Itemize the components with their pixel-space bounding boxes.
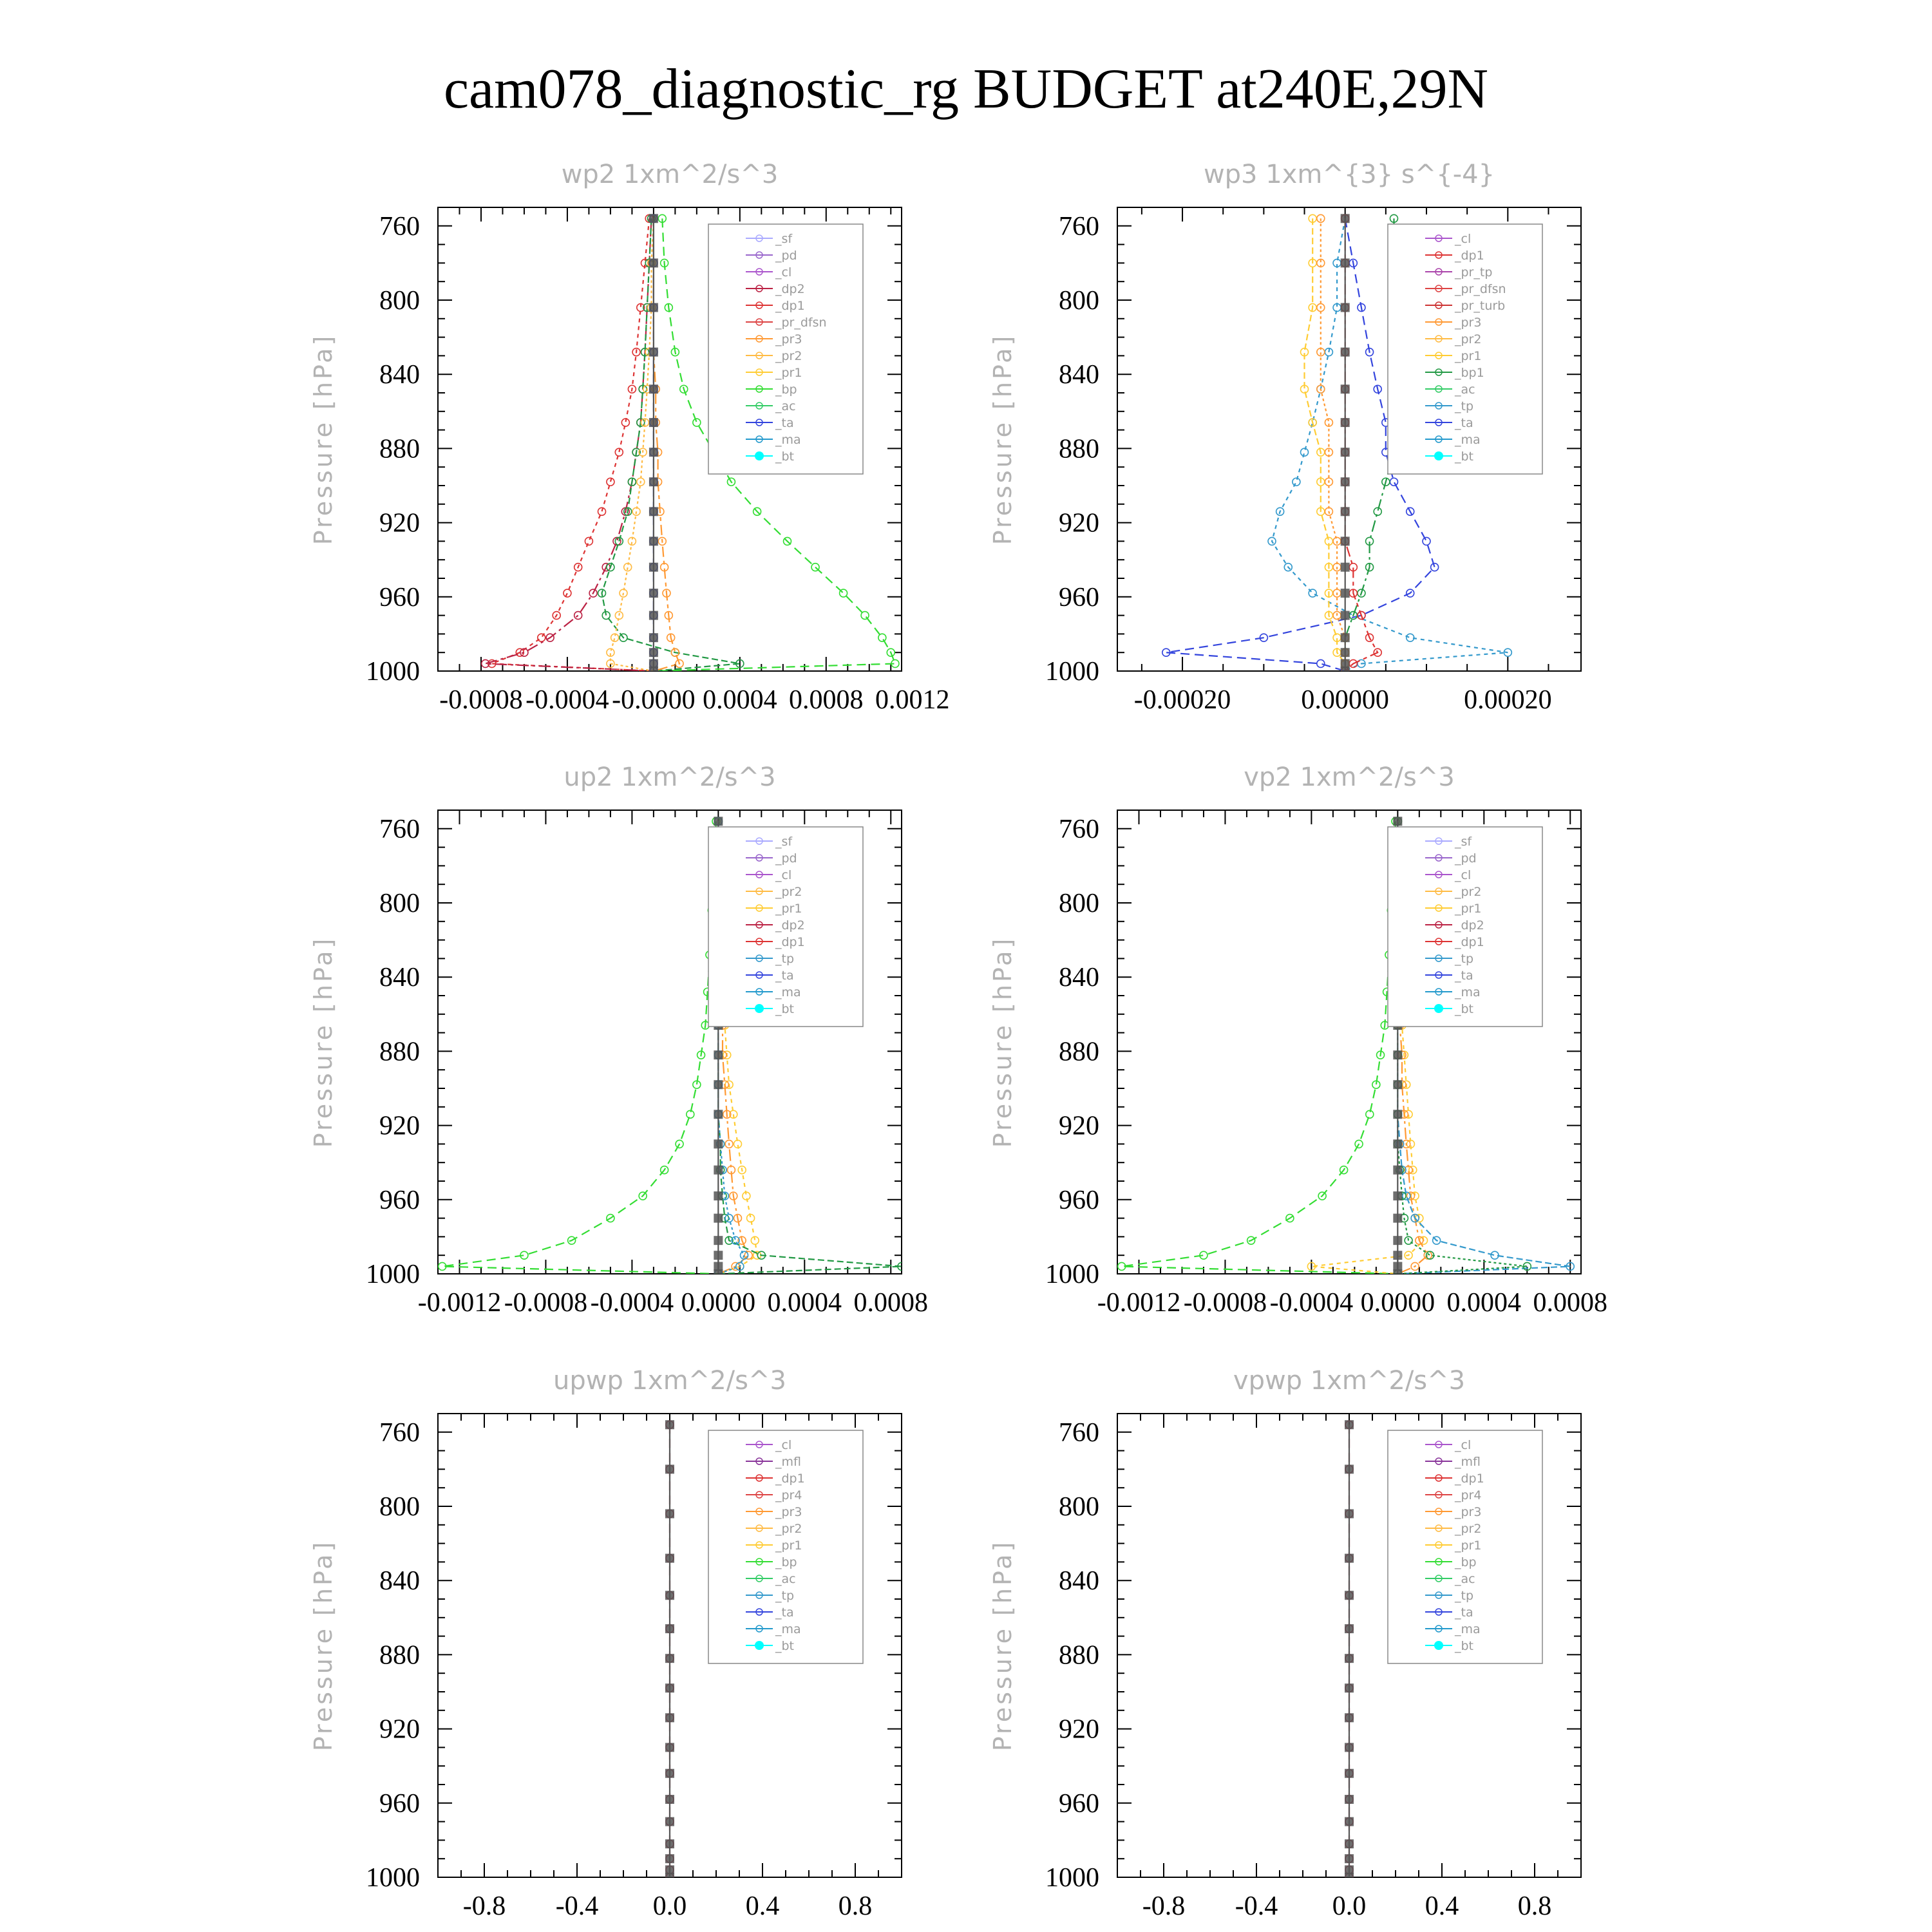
data-point: [649, 633, 658, 642]
legend-label: _pr3: [1455, 1505, 1482, 1519]
x-tick-label: -0.0000: [612, 685, 696, 715]
data-point: [665, 1743, 674, 1752]
panel-title: up2 1xm^2/s^3: [564, 762, 776, 792]
y-tick-label: 920: [379, 1111, 420, 1141]
data-point: [665, 1795, 674, 1804]
panel-title: vp2 1xm^2/s^3: [1244, 762, 1455, 792]
legend-label: _pr4: [1455, 1488, 1482, 1502]
data-point: [1345, 1510, 1354, 1519]
series-line-pr2: [611, 218, 654, 671]
legend-label: _ac: [1455, 383, 1475, 397]
x-tick-label: 0.8: [838, 1891, 873, 1921]
legend-label: _pr2: [1455, 332, 1482, 346]
panel-title: vpwp 1xm^2/s^3: [1233, 1366, 1466, 1396]
x-tick-label: 0.8: [1517, 1891, 1552, 1921]
y-tick-label: 960: [1059, 1788, 1099, 1819]
series-line-dp1: [1122, 821, 1398, 1274]
legend-label: _pd: [775, 249, 797, 263]
data-point: [665, 1624, 674, 1633]
legend-label: _dp2: [1455, 918, 1484, 933]
data-point: [1345, 1817, 1354, 1826]
y-tick-label: 960: [379, 582, 420, 612]
series-line-pr3: [654, 218, 679, 671]
panel-1: [309, 160, 949, 715]
y-tick-label: 960: [1059, 582, 1099, 612]
data-point: [714, 1166, 723, 1175]
data-point: [1393, 1214, 1402, 1223]
data-point: [649, 667, 658, 676]
legend-label: _sf: [775, 232, 793, 246]
legend-label: _ac: [775, 1572, 796, 1586]
y-tick-label: 760: [379, 814, 420, 844]
data-point: [665, 1769, 674, 1778]
legend-label: _bt: [1455, 450, 1474, 464]
x-tick-label: -0.4: [1235, 1891, 1278, 1921]
y-axis-label: Pressure [hPa]: [989, 936, 1017, 1148]
x-tick-label: 0.00020: [1464, 685, 1552, 715]
data-point: [1393, 1269, 1402, 1278]
legend-label: _ma: [1455, 985, 1481, 999]
y-tick-label: 880: [1059, 1640, 1099, 1671]
data-point: [1345, 1854, 1354, 1863]
data-point: [840, 589, 848, 597]
data-point: [1341, 589, 1350, 598]
x-tick-label: -0.0008: [439, 685, 523, 715]
y-tick-label: 760: [1059, 211, 1099, 242]
x-tick-label: -0.0008: [1183, 1288, 1267, 1318]
legend-label: _ta: [1455, 416, 1473, 430]
x-tick-label: -0.4: [555, 1891, 599, 1921]
x-tick-label: -0.8: [462, 1891, 506, 1921]
data-point: [714, 1191, 723, 1200]
legend-label: _pr2: [1455, 885, 1482, 899]
data-point: [1341, 348, 1350, 357]
series-line-dp1: [492, 218, 654, 671]
legend-label: _sf: [775, 835, 793, 849]
y-tick-label: 800: [379, 1492, 420, 1522]
legend-label: _pr3: [775, 1505, 802, 1519]
data-point: [574, 612, 582, 620]
data-point: [693, 419, 701, 426]
legend-label: _bp1: [1455, 366, 1484, 380]
y-tick-label: 1000: [1045, 657, 1099, 687]
data-point: [1341, 648, 1350, 657]
data-point: [878, 634, 886, 641]
series-line-dp1: [1345, 218, 1378, 671]
panel-3: [309, 762, 928, 1318]
data-point: [1423, 537, 1430, 545]
data-point: [538, 634, 545, 641]
panel-title: wp3 1xm^{3} s^{-4}: [1203, 160, 1495, 189]
data-point: [1393, 1166, 1402, 1175]
y-tick-label: 880: [379, 1037, 420, 1067]
data-point: [1393, 1080, 1402, 1089]
data-point: [1301, 448, 1309, 456]
legend-label: _dp1: [775, 1472, 805, 1486]
x-tick-label: -0.0008: [504, 1288, 588, 1318]
data-point: [1393, 1191, 1402, 1200]
y-tick-label: 840: [379, 963, 420, 993]
data-point: [564, 589, 571, 597]
data-point: [665, 1854, 674, 1863]
data-point: [649, 589, 658, 598]
x-tick-label: -0.00020: [1133, 685, 1231, 715]
panel-title: wp2 1xm^2/s^3: [561, 160, 779, 189]
data-point: [1341, 563, 1350, 572]
x-tick-label: 0.0000: [681, 1288, 756, 1318]
x-tick-label: 0.0: [652, 1891, 687, 1921]
legend-label: _pd: [775, 851, 797, 866]
y-tick-label: 840: [1059, 963, 1099, 993]
y-tick-label: 800: [1059, 286, 1099, 316]
y-tick-label: 960: [379, 1185, 420, 1215]
data-point: [1293, 478, 1300, 486]
data-point: [1341, 477, 1350, 486]
legend-label: _ma: [1455, 1622, 1481, 1636]
panel-4: [989, 762, 1607, 1318]
data-point: [665, 1873, 674, 1882]
data-point: [649, 536, 658, 545]
data-point: [665, 1420, 674, 1429]
legend-marker: [755, 451, 764, 460]
x-tick-label: 0.0000: [1360, 1288, 1435, 1318]
data-point: [1345, 1591, 1354, 1600]
y-axis-label: Pressure [hPa]: [309, 1539, 337, 1752]
data-point: [1345, 1839, 1354, 1848]
legend-label: _pr3: [1455, 316, 1482, 330]
legend-label: _mfl: [775, 1455, 801, 1469]
data-point: [649, 507, 658, 516]
data-point: [1393, 1251, 1402, 1260]
data-point: [665, 1591, 674, 1600]
legend-label: _ta: [1455, 1605, 1473, 1620]
legend-label: _dp1: [775, 935, 805, 949]
data-point: [1393, 1050, 1402, 1059]
x-tick-label: -0.0004: [1269, 1288, 1354, 1318]
data-point: [1341, 611, 1350, 620]
legend-label: _bt: [1455, 1639, 1474, 1653]
data-point: [1390, 478, 1397, 486]
data-point: [714, 1080, 723, 1089]
legend-label: _cl: [775, 1438, 792, 1452]
data-point: [1345, 1420, 1354, 1429]
legend-label: _bp: [775, 383, 797, 397]
x-tick-label: 0.0008: [853, 1288, 929, 1318]
legend-label: _dp1: [775, 299, 805, 313]
y-tick-label: 920: [1059, 508, 1099, 538]
legend-label: _ta: [1455, 969, 1473, 983]
legend-label: _cl: [775, 265, 792, 279]
y-tick-label: 960: [379, 1788, 420, 1819]
data-point: [714, 1269, 723, 1278]
data-point: [714, 1050, 723, 1059]
legend-label: _bt: [775, 450, 795, 464]
legend-label: _tp: [1455, 952, 1474, 966]
data-point: [649, 258, 658, 267]
legend-label: _pd: [1455, 851, 1477, 866]
data-point: [714, 1139, 723, 1148]
legend-label: _pr_turb: [1455, 299, 1506, 313]
y-tick-label: 920: [1059, 1714, 1099, 1745]
data-point: [665, 1839, 674, 1848]
x-tick-label: 0.00000: [1301, 685, 1389, 715]
legend-label: _ma: [775, 1622, 801, 1636]
x-tick-label: -0.0012: [1097, 1288, 1181, 1318]
y-tick-label: 880: [379, 1640, 420, 1671]
y-tick-label: 880: [379, 434, 420, 464]
legend-label: _dp1: [1455, 935, 1484, 949]
y-tick-label: 840: [379, 360, 420, 390]
legend-label: _pr4: [775, 1488, 802, 1502]
data-point: [1309, 589, 1316, 597]
y-tick-label: 800: [379, 889, 420, 918]
legend-label: _pr_dfsn: [775, 316, 827, 330]
data-point: [714, 1214, 723, 1223]
y-tick-label: 840: [1059, 1566, 1099, 1596]
legend-label: _pr1: [1455, 902, 1482, 916]
legend-label: _bp: [1455, 1555, 1477, 1569]
series-line-dp1: [442, 821, 719, 1274]
data-point: [1345, 1795, 1354, 1804]
data-point: [607, 478, 614, 486]
y-tick-label: 920: [379, 508, 420, 538]
data-point: [649, 348, 658, 357]
y-tick-label: 760: [379, 211, 420, 242]
y-tick-label: 760: [1059, 1417, 1099, 1448]
legend-marker: [1434, 1641, 1443, 1650]
legend-label: _ac: [1455, 1572, 1475, 1586]
data-point: [714, 817, 723, 826]
legend-label: _dp2: [775, 918, 805, 933]
legend-label: _pr2: [775, 1522, 802, 1536]
panel-6: [989, 1366, 1581, 1921]
legend-label: _cl: [775, 868, 792, 882]
y-tick-label: 1000: [366, 1863, 420, 1893]
data-point: [665, 1683, 674, 1692]
y-tick-label: 760: [379, 1417, 420, 1448]
legend-label: _ta: [775, 416, 794, 430]
figure-title: cam078_diagnostic_rg BUDGET at240E,29N: [443, 58, 1489, 120]
legend-label: _bp: [775, 1555, 797, 1569]
data-point: [861, 612, 869, 620]
y-tick-label: 800: [1059, 1492, 1099, 1522]
data-point: [1341, 633, 1350, 642]
data-point: [665, 1510, 674, 1519]
data-point: [1345, 1713, 1354, 1722]
legend-label: _tp: [775, 952, 795, 966]
data-point: [1345, 1769, 1354, 1778]
data-point: [1345, 1873, 1354, 1882]
legend-label: _pr3: [775, 332, 802, 346]
legend-label: _pr2: [1455, 1522, 1482, 1536]
panel-2: [989, 160, 1581, 715]
data-point: [1345, 1654, 1354, 1663]
legend-marker: [755, 1004, 764, 1013]
data-point: [665, 1713, 674, 1722]
x-tick-label: 0.0008: [789, 685, 864, 715]
data-point: [649, 214, 658, 223]
y-tick-label: 880: [1059, 434, 1099, 464]
data-point: [1341, 303, 1350, 312]
data-point: [1345, 1624, 1354, 1633]
legend-label: _bt: [775, 1002, 795, 1016]
x-tick-label: 0.0: [1332, 1891, 1367, 1921]
data-point: [714, 1110, 723, 1119]
x-tick-label: -0.0004: [526, 685, 609, 715]
x-tick-label: 0.4: [745, 1891, 780, 1921]
legend-label: _pr1: [775, 366, 802, 380]
legend-label: _dp1: [1455, 249, 1484, 263]
legend-label: _bt: [775, 1639, 795, 1653]
data-point: [665, 1554, 674, 1563]
y-tick-label: 1000: [366, 1260, 420, 1289]
legend-label: _cl: [1455, 1438, 1472, 1452]
data-point: [1345, 1464, 1354, 1473]
legend-label: _ta: [775, 1605, 794, 1620]
data-point: [598, 507, 606, 515]
x-tick-label: -0.8: [1142, 1891, 1186, 1921]
legend-label: _pr1: [1455, 1539, 1482, 1553]
panel-title: upwp 1xm^2/s^3: [553, 1366, 786, 1396]
data-point: [1317, 214, 1325, 222]
x-tick-label: -0.0004: [590, 1288, 674, 1318]
data-point: [1317, 659, 1325, 667]
legend-label: _tp: [1455, 1589, 1474, 1603]
legend-label: _ma: [775, 985, 801, 999]
data-point: [665, 1817, 674, 1826]
y-tick-label: 920: [1059, 1111, 1099, 1141]
x-tick-label: 0.0012: [875, 685, 950, 715]
y-axis-label: Pressure [hPa]: [989, 333, 1017, 545]
legend-label: _bt: [1455, 1002, 1474, 1016]
series-line-pr1: [1305, 218, 1345, 671]
legend-label: _pr2: [775, 349, 802, 363]
x-tick-label: 0.0004: [703, 685, 777, 715]
y-tick-label: 840: [379, 1566, 420, 1596]
series-line-pr2: [1321, 218, 1345, 671]
data-point: [1341, 384, 1350, 393]
data-point: [1345, 1683, 1354, 1692]
x-tick-label: -0.0012: [417, 1288, 502, 1318]
data-point: [649, 448, 658, 457]
y-tick-label: 840: [1059, 360, 1099, 390]
y-tick-label: 800: [1059, 889, 1099, 918]
data-point: [665, 1464, 674, 1473]
panel-5: [309, 1366, 902, 1921]
y-tick-label: 1000: [1045, 1863, 1099, 1893]
legend-label: _mfl: [1455, 1455, 1481, 1469]
data-point: [1341, 448, 1350, 457]
y-tick-label: 760: [1059, 814, 1099, 844]
legend-label: _ma: [775, 433, 801, 447]
series-group: [665, 1420, 674, 1882]
x-tick-label: 0.0008: [1533, 1288, 1608, 1318]
legend-label: _pr_dfsn: [1455, 282, 1506, 296]
legend-label: _ma: [1455, 433, 1481, 447]
legend-label: _cl: [1455, 232, 1472, 246]
legend-label: _pr1: [775, 902, 802, 916]
legend-label: _sf: [1455, 835, 1472, 849]
legend-label: _pr_tp: [1455, 265, 1493, 279]
data-point: [649, 563, 658, 572]
x-tick-label: 0.0004: [1446, 1288, 1522, 1318]
data-point: [649, 648, 658, 657]
data-point: [665, 1654, 674, 1663]
legend-marker: [755, 1641, 764, 1650]
series-line-dp2: [486, 218, 654, 671]
data-point: [1345, 1743, 1354, 1752]
y-axis-label: Pressure [hPa]: [309, 333, 337, 545]
series-group: [1345, 1420, 1354, 1882]
x-tick-label: 0.4: [1425, 1891, 1459, 1921]
data-point: [1341, 258, 1350, 267]
data-point: [1431, 564, 1439, 571]
data-point: [1341, 214, 1350, 223]
data-point: [649, 303, 658, 312]
y-tick-label: 800: [379, 286, 420, 316]
legend-label: _tp: [775, 1589, 795, 1603]
data-point: [714, 1236, 723, 1245]
data-point: [649, 611, 658, 620]
data-point: [585, 537, 592, 545]
legend-label: _dp1: [1455, 1472, 1484, 1486]
legend-label: _pr2: [775, 885, 802, 899]
y-tick-label: 1000: [1045, 1260, 1099, 1289]
data-point: [1393, 1139, 1402, 1148]
legend-marker: [1434, 1004, 1443, 1013]
legend-label: _dp2: [775, 282, 805, 296]
data-point: [1345, 1554, 1354, 1563]
y-tick-label: 880: [1059, 1037, 1099, 1067]
data-point: [1341, 507, 1350, 516]
legend-label: _ta: [775, 969, 794, 983]
legend-label: _pr1: [1455, 349, 1482, 363]
y-axis-label: Pressure [hPa]: [989, 1539, 1017, 1752]
legend-label: _pr1: [775, 1539, 802, 1553]
data-point: [714, 1251, 723, 1260]
data-point: [1341, 418, 1350, 427]
legend-label: _ac: [775, 399, 796, 413]
y-tick-label: 1000: [366, 657, 420, 687]
y-tick-label: 960: [1059, 1185, 1099, 1215]
data-point: [649, 384, 658, 393]
data-point: [1406, 634, 1414, 641]
x-tick-label: 0.0004: [767, 1288, 842, 1318]
data-point: [649, 418, 658, 427]
legend-marker: [1434, 451, 1443, 460]
y-tick-label: 920: [379, 1714, 420, 1745]
data-point: [1393, 1110, 1402, 1119]
legend-label: _cl: [1455, 868, 1472, 882]
y-axis-label: Pressure [hPa]: [309, 936, 337, 1148]
legend-label: _tp: [1455, 399, 1474, 413]
data-point: [649, 477, 658, 486]
data-point: [1393, 817, 1402, 826]
data-point: [1393, 1236, 1402, 1245]
data-point: [1341, 536, 1350, 545]
data-point: [1341, 667, 1350, 676]
